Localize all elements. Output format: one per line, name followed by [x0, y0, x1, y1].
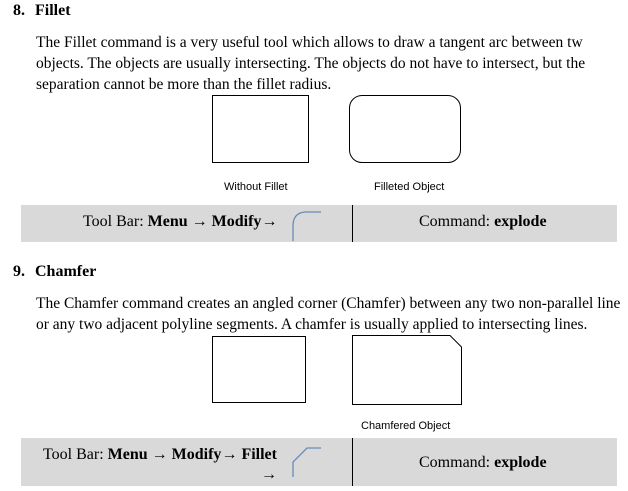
toolbar-label: Tool Bar: [83, 213, 144, 230]
fillet-number: 8. [13, 2, 25, 19]
fillet-paragraph [36, 32, 585, 95]
chamfer-title: Chamfer [35, 263, 97, 280]
modify-label[interactable]: Modify [211, 213, 262, 230]
caption-without-fillet: Without Fillet [224, 181, 288, 193]
command-label: Command: [419, 213, 491, 230]
toolbar-divider [352, 438, 353, 486]
caption-chamfered-object: Chamfered Object [361, 420, 451, 432]
arrow: → [151, 446, 168, 463]
chamfer-toolbar-row [21, 438, 617, 486]
chamfer-number: 9. [13, 263, 25, 280]
command-label: Command: [419, 454, 491, 471]
chamfer-line-2: or any two adjacent polyline segments. A chamfer is usually applied to intersecting lines. [36, 316, 588, 333]
modify-label[interactable]: Modify [171, 446, 222, 463]
chamfer-heading [13, 263, 96, 281]
arrow: → [261, 466, 277, 483]
chamfer-line-1: The Chamfer command creates an angled corner (Chamfer) between any two non-parallel line [36, 295, 621, 312]
fillet-line-3: separation cannot be more than the fillet radius. [36, 76, 332, 93]
toolbar-divider [352, 205, 353, 242]
fillet-command [419, 213, 547, 231]
command-value: explode [494, 213, 547, 230]
plain-rectangle [212, 336, 306, 403]
arrow: → [191, 213, 208, 230]
caption-filleted-object: Filleted Object [374, 181, 445, 193]
fillet-toolbar-path [83, 213, 277, 231]
menu-label[interactable]: Menu [107, 446, 148, 463]
fillet-line-1: The Fillet command is a very useful tool which allows to draw a tangent arc between tw [36, 34, 583, 51]
fillet-heading [13, 2, 71, 20]
chamfered-rectangle [352, 335, 462, 405]
chamfer-paragraph [36, 293, 620, 335]
arrow: → [221, 446, 238, 463]
menu-label[interactable]: Menu [147, 213, 188, 230]
chamfer-toolbar-path [43, 445, 277, 485]
fillet-line-2: objects. The objects are usually intersecting. The objects do not have to intersect, but the [36, 55, 586, 72]
toolbar-label: Tool Bar: [43, 446, 104, 463]
fillet-toolbar-row [21, 205, 617, 242]
command-value: explode [494, 454, 547, 471]
fillet-tool-icon[interactable] [291, 208, 323, 242]
chamfer-tool-icon[interactable] [291, 444, 323, 478]
arrow: → [261, 213, 278, 230]
fillet-label[interactable]: Fillet [241, 446, 277, 463]
fillet-title: Fillet [35, 2, 71, 19]
filleted-rectangle [349, 95, 461, 163]
without-fillet-rectangle [212, 95, 309, 163]
chamfer-command [419, 454, 547, 472]
